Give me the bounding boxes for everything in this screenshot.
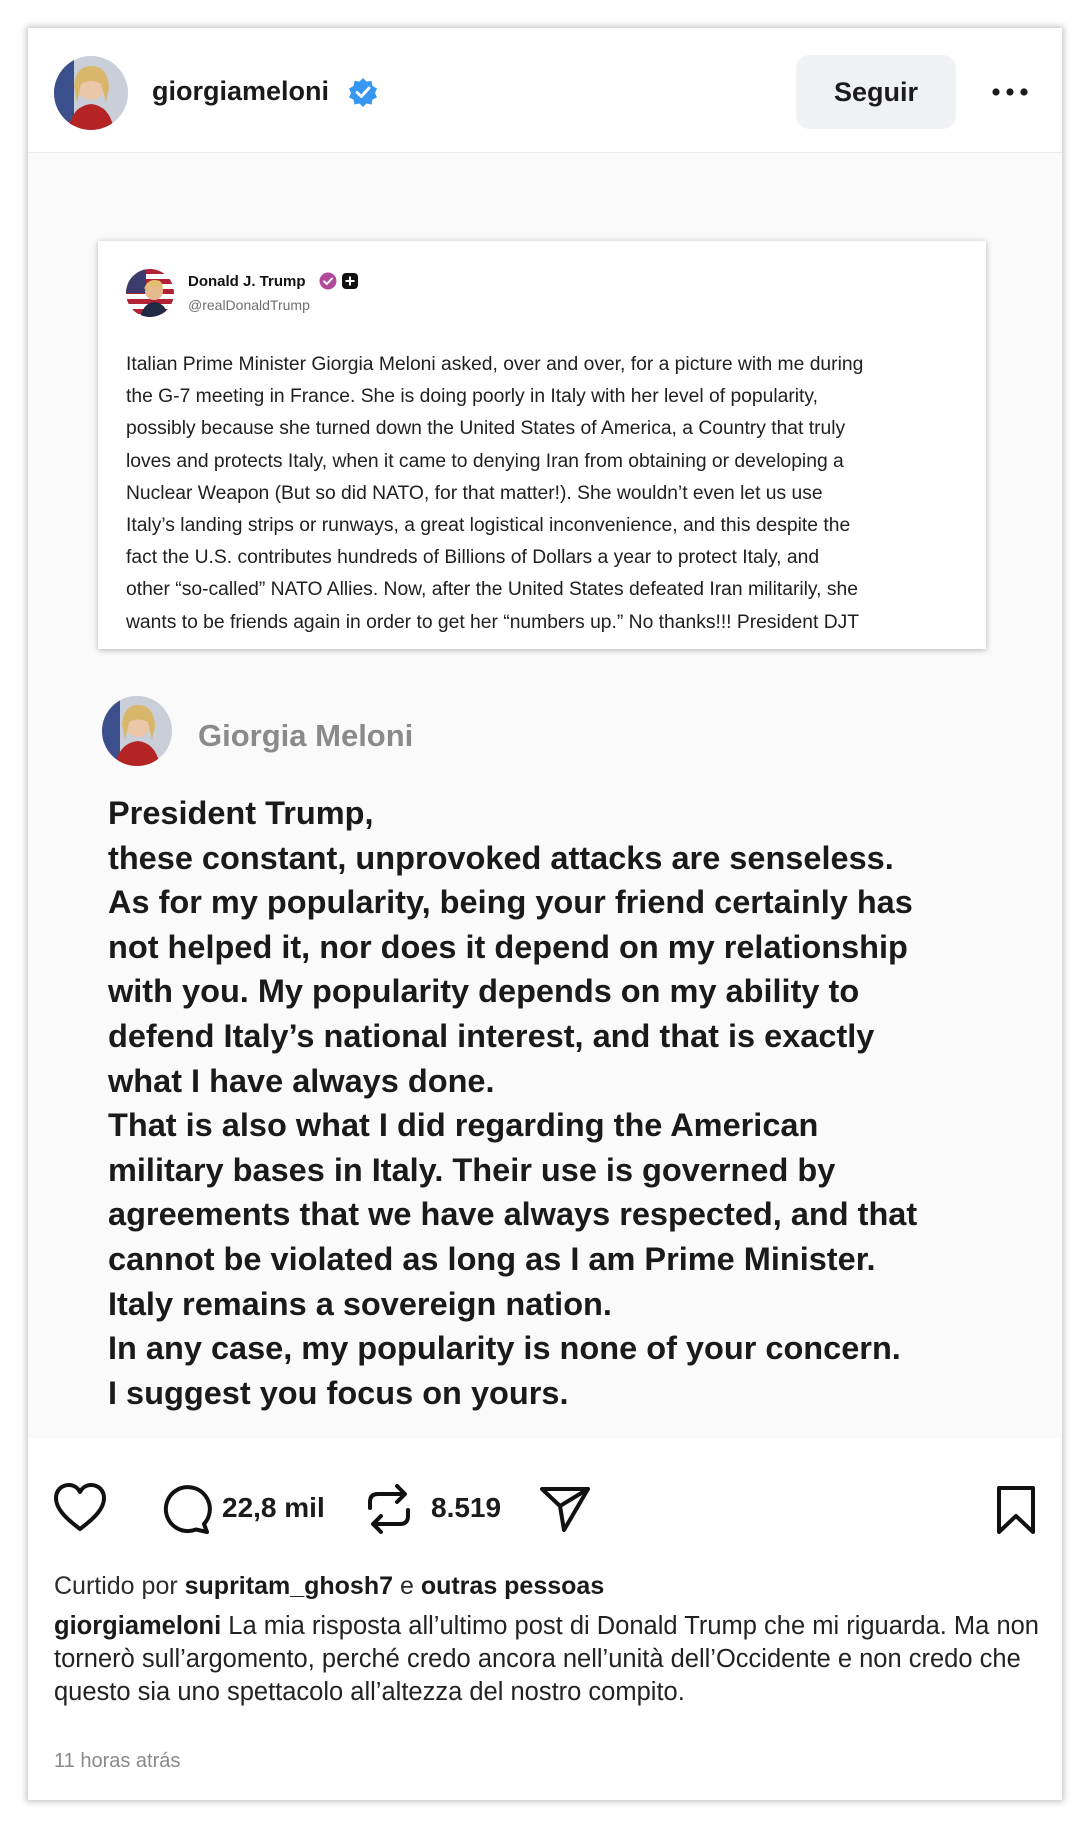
post-image[interactable] (28, 153, 1062, 1438)
post-caption (54, 1610, 1044, 1709)
comment-count[interactable]: 22,8 mil (222, 1492, 325, 1523)
comment-icon[interactable] (158, 1482, 212, 1536)
plus-badge-icon (341, 272, 359, 290)
liked-by-user-link[interactable]: supritam_ghosh7 (184, 1572, 393, 1600)
likes-joiner: e (399, 1572, 414, 1600)
username[interactable]: giorgiameloni (152, 76, 330, 106)
embedded-truth-post (98, 241, 986, 649)
repost-count[interactable]: 8.519 (431, 1492, 502, 1523)
follow-button[interactable]: Seguir (796, 55, 956, 129)
verified-badge-icon (348, 77, 378, 107)
likes-summary (54, 1572, 604, 1601)
embed-post-text: Italian Prime Minister Giorgia Meloni asked, over and over, for a picture with me during the G-7 meeting in France. She is doing poorly in Italy with her level of popularity, possibly because she turned down the United States of America, a Country that truly loves and protects Italy, when it came to denying Iran from obtaining or developing a Nuclear Weapon (But so did NATO, for that matter!). She wouldn’t even let us use Italy’s landing strips or runways, a great logistical inconvenience, and this despite the fact the U.S. contributes hundreds of Billions of Dollars a year to protect Italy, and other “so-called” NATO Allies. Now, after the United States defeated Iran militarily, she wants to be friends again in order to get her “numbers up.” No thanks!!! President DJT (126, 354, 864, 633)
reply-post-text: President Trump, these constant, unprovoked attacks are senseless. As for my popularity, being your friend certainly has not helped it, nor does it depend on my relationship with you. My popularity depends on my ability to defend Italy’s national interest, and that is exactly what I have always done. That is also what I did regarding the American military bases in Italy. Their use is governed by agreements that we have always respected, and that cannot be violated as long as I am Prime Minister. Italy remains a sovereign nation. In any case, my popularity is none of your concern. I suggest you focus on yours. (108, 795, 918, 1411)
caption-text: La mia risposta all’ultimo post di Donald Trump che mi riguarda. Ma non tornerò sull’argomento, perché credo ancora nell’unità dell’Occidente e non credo che questo sia uno spettacolo all’altezza del nostro compito. (54, 1612, 1039, 1706)
bookmark-icon[interactable] (994, 1484, 1038, 1536)
repost-icon[interactable] (364, 1482, 414, 1536)
profile-avatar[interactable] (54, 56, 128, 130)
embed-author-handle: @realDonaldTrump (188, 297, 310, 313)
post-timestamp: 11 horas atrás (54, 1750, 181, 1772)
liked-by-others-link[interactable]: outras pessoas (420, 1572, 605, 1600)
reply-author-name: Giorgia Meloni (198, 718, 414, 753)
more-horizontal-icon[interactable] (990, 80, 1030, 104)
trump-avatar (126, 269, 174, 317)
share-send-icon[interactable] (538, 1484, 592, 1534)
reply-avatar (102, 696, 172, 766)
caption-username[interactable]: giorgiameloni (54, 1612, 222, 1640)
action-bar (28, 1478, 1062, 1548)
heart-icon[interactable] (52, 1482, 108, 1534)
verified-badge-icon (319, 272, 337, 290)
likes-prefix: Curtido por (54, 1572, 178, 1600)
post-card (28, 28, 1062, 1800)
post-header (28, 28, 1062, 153)
embed-author-name: Donald J. Trump (188, 273, 306, 290)
